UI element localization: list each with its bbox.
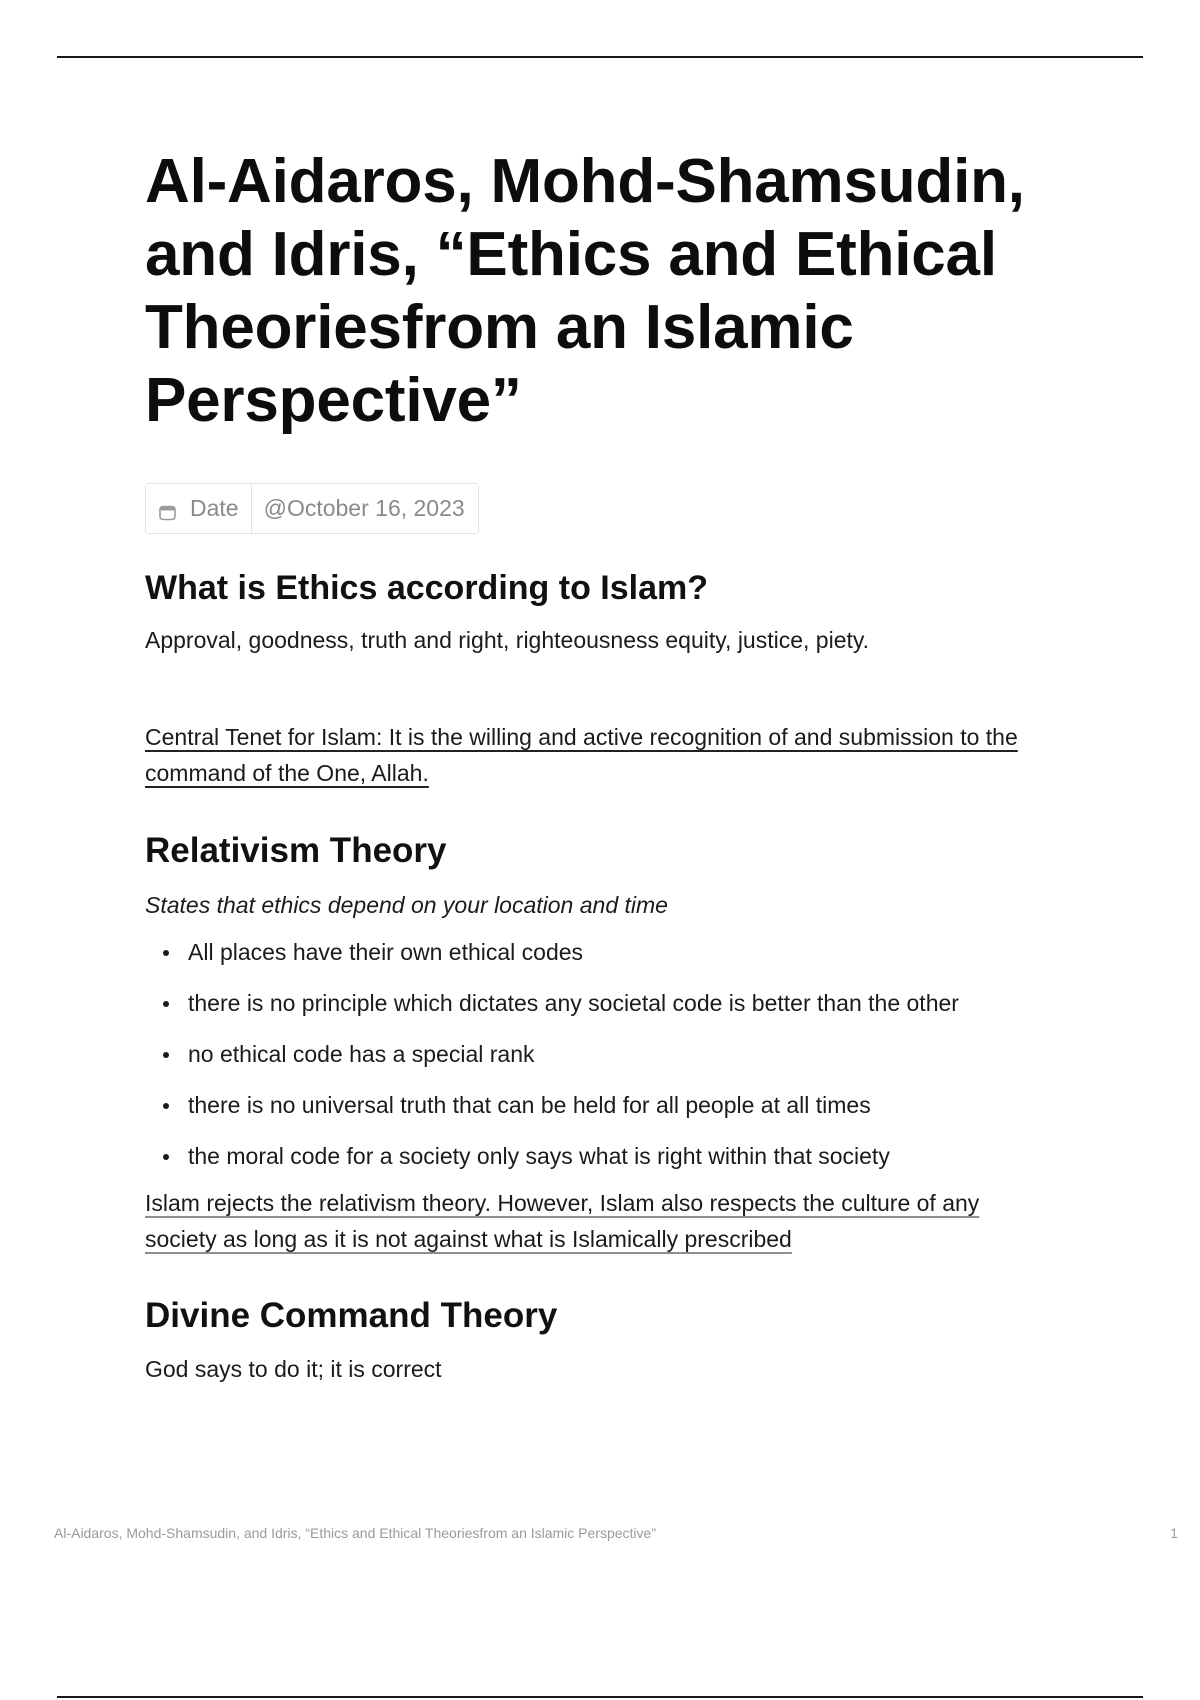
heading-ethics: What is Ethics according to Islam? bbox=[145, 569, 708, 607]
ethics-paragraph: Approval, goodness, truth and right, righteousness equity, justice, piety. bbox=[145, 627, 870, 653]
relativism-bullet-list bbox=[145, 934, 1095, 1174]
heading-relativism: Relativism Theory bbox=[145, 831, 447, 870]
heading-divine-command: Divine Command Theory bbox=[145, 1296, 558, 1335]
page-content bbox=[145, 145, 1095, 1387]
relativism-note-paragraph bbox=[145, 1185, 1005, 1257]
property-value-cell[interactable] bbox=[252, 484, 478, 533]
list-item: All places have their own ethical codes bbox=[188, 934, 1095, 970]
property-value: @October 16, 2023 bbox=[263, 495, 465, 521]
page-title: Al-Aidaros, Mohd-Shamsudin, and Idris, “Ethics and Ethical Theoriesfrom an Islamic Perspective” bbox=[145, 147, 1025, 435]
property-row bbox=[145, 483, 479, 534]
divine-command-paragraph: God says to do it; it is correct bbox=[145, 1356, 442, 1382]
list-item: there is no universal truth that can be held for all people at all times bbox=[188, 1087, 1095, 1123]
page-number: 1 bbox=[1170, 1525, 1178, 1541]
top-rule bbox=[57, 56, 1143, 58]
central-tenet-text: Central Tenet for Islam: It is the willing and active recognition of and submission to the command of the One, Allah. bbox=[145, 724, 1018, 786]
list-item: no ethical code has a special rank bbox=[188, 1036, 1095, 1072]
relativism-note-text: Islam rejects the relativism theory. However, Islam also respects the culture of any society as long as it is not against what is Islamically prescribed bbox=[145, 1190, 980, 1252]
relativism-subtitle: States that ethics depend on your location and time bbox=[145, 892, 668, 918]
list-item: there is no principle which dictates any societal code is better than the other bbox=[188, 985, 1095, 1021]
page-footer bbox=[54, 1525, 1178, 1541]
footer-title: Al-Aidaros, Mohd-Shamsudin, and Idris, “Ethics and Ethical Theoriesfrom an Islamic Perspective” bbox=[54, 1525, 656, 1541]
central-tenet-paragraph bbox=[145, 719, 1075, 791]
list-item: the moral code for a society only says what is right within that society bbox=[188, 1138, 1095, 1174]
bottom-rule bbox=[57, 1696, 1143, 1698]
calendar-icon bbox=[159, 500, 176, 517]
property-name-cell bbox=[146, 484, 252, 533]
property-name: Date bbox=[190, 495, 239, 521]
